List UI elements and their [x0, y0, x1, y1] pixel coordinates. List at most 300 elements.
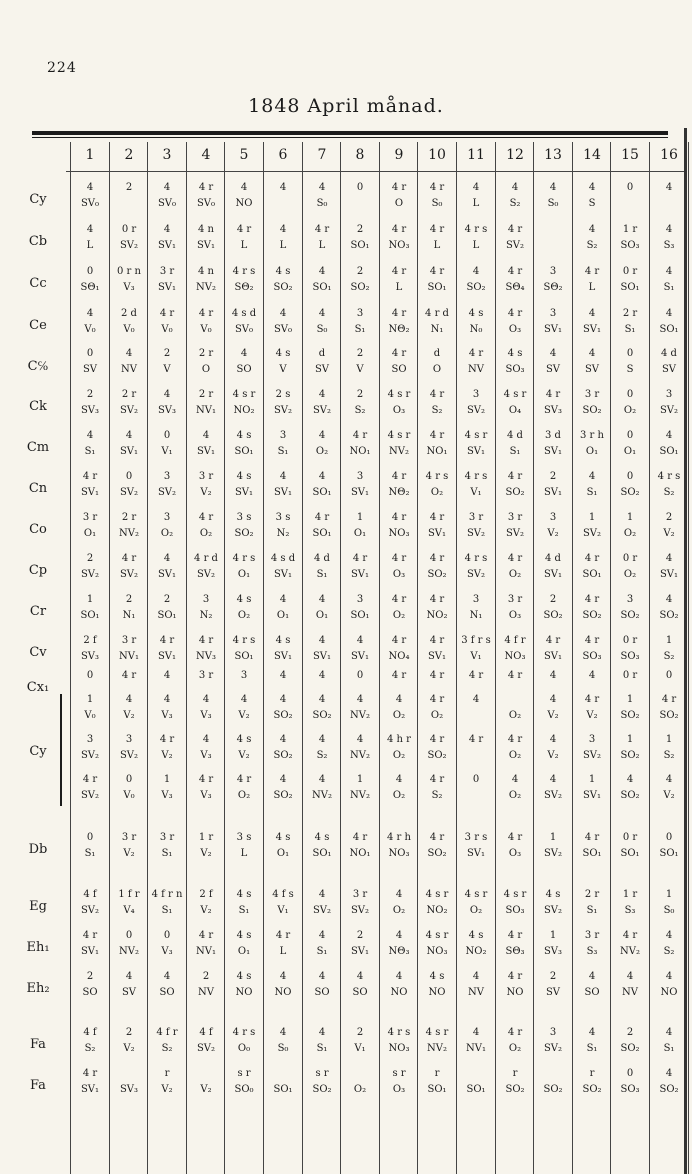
cell-top-value: 3 r	[198, 670, 214, 681]
cell-bottom-value: S₁	[509, 446, 521, 457]
cell-bottom-value: NO	[235, 198, 253, 209]
cell-top-value: 3	[549, 266, 557, 277]
cell-bottom-value: SV₁	[196, 446, 216, 457]
column-divider	[495, 142, 496, 1174]
cell-top-value: 4 f	[199, 1027, 213, 1038]
column-divider	[224, 142, 225, 1174]
cell-top-value: 2	[163, 594, 171, 605]
cell-bottom-value: V₀	[84, 710, 96, 721]
cell-bottom-value: SO₂	[620, 710, 640, 721]
cell-bottom-value: S₁	[161, 905, 173, 916]
cell-top-value: 4	[665, 1068, 673, 1079]
cell-top-value: 2	[125, 594, 133, 605]
cell-top-value: 4	[665, 774, 673, 785]
cell-top-value: 4	[549, 734, 557, 745]
cell-bottom-value: NV₂	[119, 528, 139, 539]
column-header: 1	[85, 147, 95, 163]
cell-bottom-value: SV₁	[659, 569, 679, 580]
cell-bottom-value: L	[433, 240, 441, 251]
cell-bottom-value: NO₁	[349, 848, 371, 859]
cell-bottom-value: SV₂	[312, 905, 332, 916]
cell-top-value: 3 s	[275, 512, 291, 523]
cell-top-value: 4 s	[236, 734, 252, 745]
top-rule-thin	[32, 137, 668, 138]
cell-bottom-value: SO	[584, 987, 600, 998]
cell-top-value: 1	[163, 774, 171, 785]
cell-top-value: 4 s	[507, 348, 523, 359]
cell-bottom-value: S₀	[277, 1043, 289, 1054]
cell-top-value: 2	[665, 512, 673, 523]
cell-top-value: 4 r	[584, 594, 600, 605]
cell-top-value: 4 r	[198, 930, 214, 941]
cell-bottom-value: SO₁	[80, 610, 100, 621]
cell-bottom-value: L	[279, 946, 287, 957]
cell-bottom-value: SV₁	[582, 324, 602, 335]
cell-bottom-value: NO	[235, 987, 253, 998]
cell-bottom-value: S₁	[586, 1043, 598, 1054]
cell-top-value: 4 s r	[232, 389, 256, 400]
cell-top-value: 4 r	[545, 389, 561, 400]
cell-top-value: 2	[626, 1027, 634, 1038]
cell-bottom-value: SO₂	[659, 610, 679, 621]
cell-top-value: 4 r	[622, 930, 638, 941]
cell-top-value: 3	[240, 670, 248, 681]
cell-bottom-value: SV₁	[80, 487, 100, 498]
cell-top-value: 4 r	[507, 971, 523, 982]
cell-bottom-value: SO₁	[620, 282, 640, 293]
cell-bottom-value: SO	[314, 987, 330, 998]
cell-top-value: 4	[395, 774, 403, 785]
cell-bottom-value: N₀	[469, 324, 483, 335]
row-label: Cm	[26, 440, 50, 455]
cell-bottom-value: S₂	[84, 1043, 96, 1054]
column-divider	[456, 142, 457, 1174]
cell-top-value: 1	[665, 635, 673, 646]
cell-bottom-value: O₂	[392, 790, 406, 801]
cell-bottom-value: S₃	[624, 905, 636, 916]
cell-bottom-value: V₁	[277, 905, 289, 916]
top-rule-thick	[32, 131, 668, 135]
cell-bottom-value: S₀	[316, 198, 328, 209]
cell-top-value: 4 r	[507, 553, 523, 564]
cell-top-value: 3	[356, 308, 364, 319]
cell-bottom-value: O₂	[353, 1084, 367, 1095]
cell-bottom-value: NO₃	[388, 1043, 410, 1054]
cell-bottom-value: NO₃	[388, 240, 410, 251]
cell-bottom-value: NO	[428, 987, 446, 998]
cell-top-value: 4 s r	[503, 889, 527, 900]
cell-bottom-value: NV₃	[196, 651, 216, 662]
cell-bottom-value: V₂	[200, 1084, 212, 1095]
cell-top-value: 2 r	[121, 389, 137, 400]
cell-top-value: 4 s	[236, 471, 252, 482]
cell-top-value: 4 r	[198, 182, 214, 193]
cell-bottom-value: O₄	[508, 405, 522, 416]
cell-bottom-value: SΘ₁	[80, 282, 100, 293]
cell-top-value: 1	[626, 734, 634, 745]
row-label: C℅	[27, 359, 49, 374]
cell-bottom-value: S₁	[316, 1043, 328, 1054]
cell-bottom-value: SV₃	[80, 651, 100, 662]
cell-bottom-value: O₂	[392, 610, 406, 621]
cell-top-value: 2	[356, 389, 364, 400]
cell-bottom-value: SV	[314, 364, 330, 375]
cell-bottom-value: S₁	[663, 282, 675, 293]
cell-bottom-value: SV₂	[119, 405, 139, 416]
cell-bottom-value: S	[588, 198, 596, 209]
cell-bottom-value: SO₂	[505, 1084, 525, 1095]
cell-bottom-value: V₂	[547, 750, 559, 761]
cell-top-value: 2	[549, 594, 557, 605]
cell-top-value: 4	[163, 971, 171, 982]
cell-bottom-value: NΘ₂	[388, 324, 410, 335]
cell-top-value: 4	[279, 971, 287, 982]
cell-top-value: 4 r	[82, 471, 98, 482]
column-divider	[340, 142, 341, 1174]
cell-top-value: 4	[279, 471, 287, 482]
cell-top-value: 1	[549, 930, 557, 941]
cell-top-value: 4	[318, 266, 326, 277]
cell-top-value: 4	[163, 694, 171, 705]
cell-bottom-value: O₃	[508, 324, 522, 335]
cell-top-value: 3 r	[584, 389, 600, 400]
cell-top-value: 4	[665, 430, 673, 441]
cell-bottom-value: SV₂	[80, 750, 100, 761]
cell-top-value: r	[512, 1068, 518, 1079]
column-header: 16	[660, 147, 678, 163]
cell-top-value: 4 r	[159, 308, 175, 319]
column-header: 7	[317, 147, 327, 163]
cell-bottom-value: O₁	[623, 446, 637, 457]
cell-bottom-value: SV₂	[466, 528, 486, 539]
cell-top-value: 4 r s	[425, 471, 449, 482]
cell-bottom-value: SO₂	[312, 1084, 332, 1095]
cell-top-value: 4	[356, 635, 364, 646]
cell-bottom-value: V₂	[586, 710, 598, 721]
cell-top-value: 4 r	[391, 308, 407, 319]
cell-top-value: 4	[86, 182, 94, 193]
cell-top-value: 4 r	[429, 553, 445, 564]
cell-bottom-value: NV	[468, 364, 484, 375]
cell-bottom-value: SV₀	[80, 198, 100, 209]
cell-bottom-value: NΘ₂	[388, 487, 410, 498]
cell-top-value: 4	[240, 182, 248, 193]
cell-top-value: 4 r d	[425, 308, 449, 319]
cell-top-value: 4 r	[352, 832, 368, 843]
cell-top-value: 0 r	[622, 266, 638, 277]
cell-top-value: 3	[279, 430, 287, 441]
cell-top-value: 0 r	[622, 670, 638, 681]
cell-top-value: 0	[626, 389, 634, 400]
cell-top-value: 4	[279, 594, 287, 605]
cell-bottom-value: O₃	[508, 848, 522, 859]
cell-bottom-value: S	[626, 364, 634, 375]
cell-top-value: 4	[202, 430, 210, 441]
cell-top-value: 4	[356, 971, 364, 982]
cell-top-value: 4 n	[198, 224, 214, 235]
column-divider	[147, 142, 148, 1174]
cell-bottom-value: SV	[121, 987, 137, 998]
cell-top-value: 3	[549, 1027, 557, 1038]
cell-top-value: 3 r	[159, 832, 175, 843]
cell-top-value: 4 s	[275, 635, 291, 646]
cell-bottom-value: SO₂	[659, 710, 679, 721]
cell-bottom-value: SV₀	[196, 198, 216, 209]
cell-top-value: 3	[202, 594, 210, 605]
cell-bottom-value: SV₂	[119, 750, 139, 761]
cell-bottom-value: S₁	[663, 1043, 675, 1054]
row-label: Cp	[28, 563, 48, 578]
cell-bottom-value: SV₁	[312, 651, 332, 662]
cell-bottom-value: O₂	[623, 528, 637, 539]
cell-top-value: 4 s d	[231, 308, 257, 319]
cell-bottom-value: N₁	[430, 324, 444, 335]
header-underline	[66, 171, 684, 172]
cell-bottom-value: SO	[391, 364, 407, 375]
cell-bottom-value: NV₁	[466, 1043, 486, 1054]
cell-bottom-value: O₂	[392, 710, 406, 721]
cell-bottom-value: SV₀	[234, 324, 254, 335]
cell-top-value: 4	[356, 734, 364, 745]
cell-top-value: 4 s	[275, 266, 291, 277]
cell-bottom-value: S₂	[663, 487, 675, 498]
cell-bottom-value: O₃	[392, 569, 406, 580]
cell-bottom-value: O₂	[508, 1043, 522, 1054]
cell-bottom-value: SO₃	[505, 364, 525, 375]
cell-bottom-value: L	[240, 240, 248, 251]
cell-bottom-value: NV₁	[119, 651, 139, 662]
cell-top-value: 1	[626, 512, 634, 523]
row-label: Cc	[29, 276, 47, 291]
cell-bottom-value: O	[432, 364, 442, 375]
cell-top-value: 4	[279, 308, 287, 319]
cell-bottom-value: SV₁	[543, 651, 563, 662]
cell-top-value: 1	[86, 594, 94, 605]
cell-top-value: 3	[549, 512, 557, 523]
cell-top-value: 4	[163, 182, 171, 193]
cell-bottom-value: V₀	[200, 324, 212, 335]
cell-bottom-value: SV₂	[119, 240, 139, 251]
cell-top-value: 4	[588, 308, 596, 319]
column-header: 15	[621, 147, 639, 163]
cell-bottom-value: S₃	[663, 240, 675, 251]
cell-top-value: 4 r	[429, 266, 445, 277]
cell-top-value: 4	[279, 774, 287, 785]
cell-bottom-value: SO₁	[427, 1084, 447, 1095]
cell-bottom-value: S₂	[663, 750, 675, 761]
cell-top-value: 4 r	[82, 1068, 98, 1079]
cell-bottom-value: NV₁	[196, 405, 216, 416]
row-label: Cv	[29, 645, 47, 660]
cell-top-value: 4 r	[468, 670, 484, 681]
cell-top-value: 4 r	[352, 430, 368, 441]
cell-bottom-value: V₂	[123, 710, 135, 721]
cell-top-value: 4 s	[236, 594, 252, 605]
cell-top-value: 2 r	[622, 308, 638, 319]
cell-top-value: 4 r h	[387, 832, 411, 843]
cell-top-value: 4	[588, 1027, 596, 1038]
cell-top-value: 0 r	[622, 553, 638, 564]
cell-top-value: 3 r	[121, 832, 137, 843]
page-title: 1848 April månad.	[248, 95, 444, 117]
cell-bottom-value: SV₂	[582, 528, 602, 539]
cell-bottom-value: SV₀	[273, 324, 293, 335]
cell-bottom-value: O₁	[585, 446, 599, 457]
cell-top-value: 4	[395, 889, 403, 900]
cell-bottom-value: S₂	[663, 946, 675, 957]
cell-top-value: 4	[356, 694, 364, 705]
cell-bottom-value: S₂	[663, 651, 675, 662]
cell-bottom-value: NV₂	[350, 750, 370, 761]
cell-bottom-value: SO₂	[659, 1084, 679, 1095]
cell-bottom-value: SO₁	[620, 848, 640, 859]
cell-top-value: 4 r	[584, 635, 600, 646]
cell-bottom-value: NO	[506, 987, 524, 998]
cell-top-value: 4	[279, 1027, 287, 1038]
cell-bottom-value: O₂	[237, 790, 251, 801]
cell-bottom-value: SO₁	[157, 610, 177, 621]
cell-top-value: 4 r	[584, 832, 600, 843]
cell-top-value: 2 r	[198, 348, 214, 359]
cell-bottom-value: SΘ₂	[543, 282, 563, 293]
cell-bottom-value: NO	[660, 987, 678, 998]
cell-top-value: 4 s	[236, 889, 252, 900]
cell-top-value: 4 r s	[232, 553, 256, 564]
cell-bottom-value: V₃	[161, 946, 173, 957]
cell-top-value: 4	[318, 594, 326, 605]
cell-bottom-value: V₂	[200, 487, 212, 498]
cell-top-value: 4	[472, 694, 480, 705]
row-label: Co	[29, 522, 47, 537]
cell-bottom-value: S₁	[586, 487, 598, 498]
cell-bottom-value: SV₂	[196, 569, 216, 580]
cell-bottom-value: O	[201, 364, 211, 375]
cell-bottom-value: O₂	[508, 710, 522, 721]
cell-bottom-value: V₂	[663, 790, 675, 801]
cell-bottom-value: SO₂	[427, 848, 447, 859]
cell-bottom-value: SV₁	[543, 569, 563, 580]
cell-bottom-value: V₂	[547, 528, 559, 539]
cell-bottom-value: SV₂	[119, 487, 139, 498]
cell-top-value: 4	[125, 430, 133, 441]
row-label: Cx₁	[26, 680, 50, 695]
cell-bottom-value: O₁	[237, 569, 251, 580]
cell-bottom-value: V₀	[123, 790, 135, 801]
cell-bottom-value: NV₂	[389, 446, 409, 457]
cell-top-value: 4 r	[429, 389, 445, 400]
cell-top-value: 4 r	[352, 553, 368, 564]
cell-top-value: 4 r	[82, 930, 98, 941]
cell-top-value: 4	[279, 670, 287, 681]
column-header: 2	[124, 147, 134, 163]
cell-bottom-value: S₁	[277, 446, 289, 457]
cell-bottom-value: SO₃	[620, 1084, 640, 1095]
cell-top-value: 4	[318, 670, 326, 681]
cell-bottom-value: V₂	[238, 750, 250, 761]
cell-top-value: 4 r	[236, 774, 252, 785]
cell-top-value: 3 r	[352, 889, 368, 900]
cell-bottom-value: O₂	[392, 905, 406, 916]
cell-top-value: 4 r s	[464, 553, 488, 564]
cell-bottom-value: SV₂	[80, 790, 100, 801]
cell-bottom-value: SΘ₄	[505, 282, 525, 293]
cell-top-value: 3	[163, 512, 171, 523]
cell-bottom-value: SV₃	[543, 946, 563, 957]
cell-top-value: 3 r	[507, 594, 523, 605]
column-divider	[263, 142, 264, 1174]
cell-top-value: 0	[356, 182, 364, 193]
cell-top-value: 4	[665, 308, 673, 319]
cell-bottom-value: O₂	[199, 528, 213, 539]
cell-top-value: 4 r	[545, 635, 561, 646]
cell-top-value: 4 s	[468, 930, 484, 941]
cell-bottom-value: V₀	[84, 324, 96, 335]
cell-top-value: 4 r d	[194, 553, 218, 564]
cell-top-value: 4 s	[314, 832, 330, 843]
cell-bottom-value: O₂	[315, 446, 329, 457]
cell-top-value: 4 s r	[425, 1027, 449, 1038]
cell-top-value: 4 r s	[464, 471, 488, 482]
cell-bottom-value: SO₁	[312, 848, 332, 859]
cell-top-value: 3 r	[468, 512, 484, 523]
cell-bottom-value: NΘ₃	[388, 946, 410, 957]
cell-bottom-value: O₁	[237, 946, 251, 957]
cell-top-value: 4 d	[314, 553, 330, 564]
cell-bottom-value: SV	[661, 364, 677, 375]
cell-bottom-value: V₄	[123, 905, 135, 916]
column-header: 4	[201, 147, 211, 163]
cell-top-value: 3 r	[507, 512, 523, 523]
column-divider	[533, 142, 534, 1174]
cell-top-value: 4 s	[275, 348, 291, 359]
cell-top-value: 4 r	[198, 635, 214, 646]
cell-top-value: 4 r	[507, 734, 523, 745]
cell-top-value: 3 f r s	[461, 635, 491, 646]
cell-bottom-value: V₀	[161, 324, 173, 335]
cell-bottom-value: L	[86, 240, 94, 251]
cell-bottom-value: SO₂	[620, 487, 640, 498]
cell-bottom-value: SO₃	[620, 240, 640, 251]
cell-top-value: 2	[356, 930, 364, 941]
cell-bottom-value: SO₁	[273, 1084, 293, 1095]
cell-top-value: 2	[125, 182, 133, 193]
cell-bottom-value: NO₁	[349, 446, 371, 457]
cell-top-value: 4 d	[545, 553, 561, 564]
column-header: 14	[583, 147, 601, 163]
cell-bottom-value: SO₂	[466, 282, 486, 293]
cell-bottom-value: SO₂	[273, 790, 293, 801]
cell-top-value: 4	[125, 348, 133, 359]
cell-bottom-value: NO₃	[388, 528, 410, 539]
cell-bottom-value: NV₂	[350, 710, 370, 721]
cell-bottom-value: SV₁	[273, 487, 293, 498]
cell-top-value: 3 s	[236, 832, 252, 843]
row-label: Fa	[30, 1078, 46, 1093]
cell-top-value: 4 s r	[387, 389, 411, 400]
cell-top-value: 4 s	[545, 889, 561, 900]
cell-top-value: 3	[626, 594, 634, 605]
cell-bottom-value: SV₁	[466, 848, 486, 859]
cell-top-value: 4 r	[198, 774, 214, 785]
cell-bottom-value: SV	[545, 364, 561, 375]
cell-top-value: 4	[318, 182, 326, 193]
cell-bottom-value: SV₁	[350, 569, 370, 580]
cell-bottom-value: NO₂	[426, 610, 448, 621]
column-header-row	[0, 142, 692, 172]
cell-top-value: 4	[279, 224, 287, 235]
cell-top-value: 0	[626, 1068, 634, 1079]
cell-top-value: 4 h r	[387, 734, 411, 745]
